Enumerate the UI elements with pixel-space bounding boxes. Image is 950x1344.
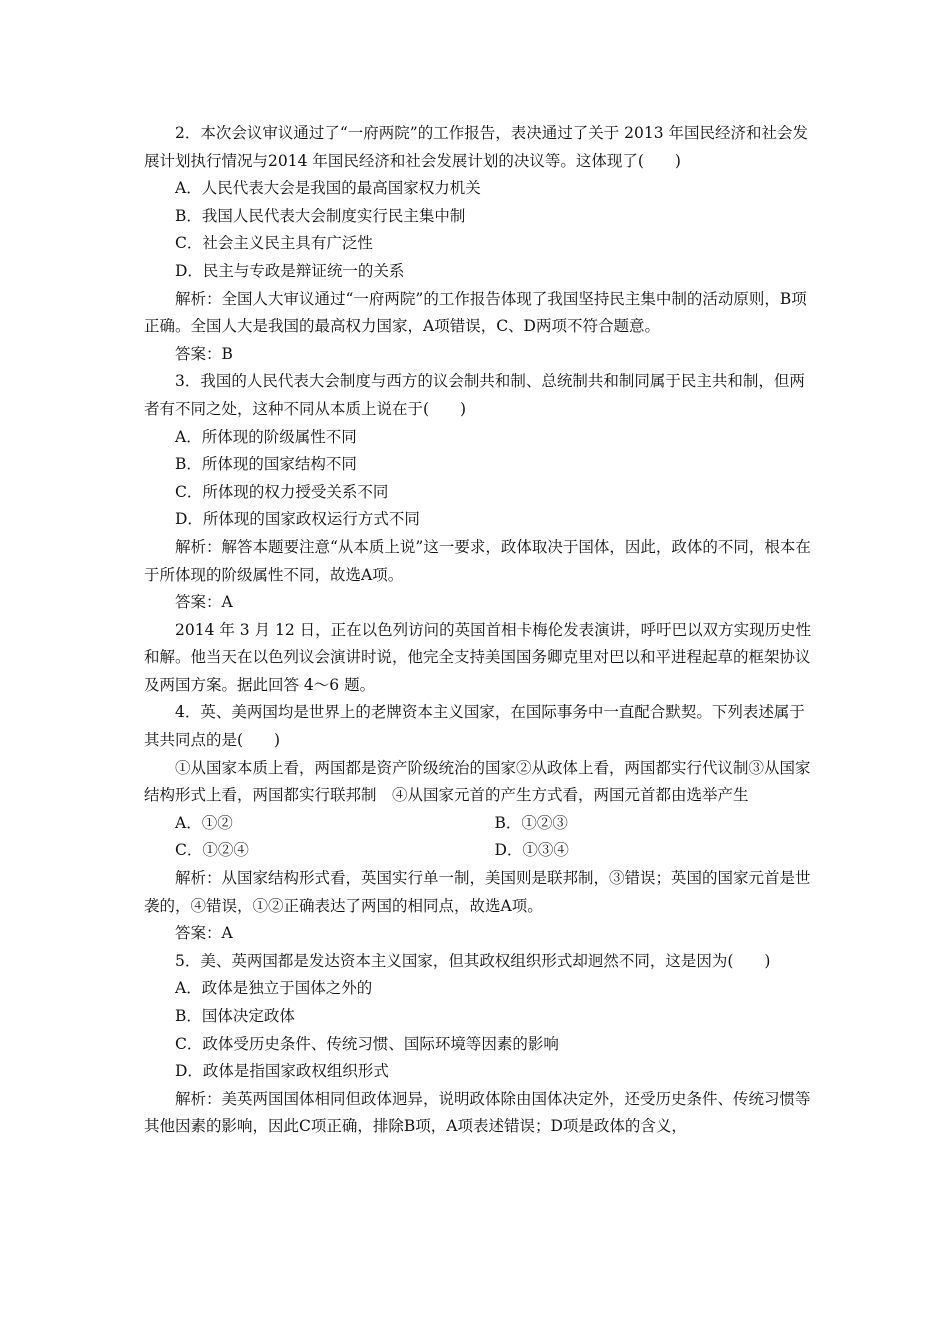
q3-answer: 答案：A — [175, 593, 233, 612]
q4-option-b: B．①②③ — [494, 813, 568, 832]
question-2-stem: 2．本次会议审议通过了“一府两院”的工作报告，表决通过了关于 2013 年国民经济和社会发展计划执行情况与2014 年国民经济和社会发展计划的决议等。这体现了( ) — [144, 124, 809, 170]
q2-analysis: 解析：全国人大审议通过“一府两院”的工作报告体现了我国坚持民主集中制的活动原则，B项正确。全国人大是我国的最高权力国家，A项错误，C、D两项不符合题意。 — [144, 289, 807, 336]
q2-option-d: D．民主与专政是辩证统一的关系 — [175, 261, 405, 280]
q4-option-a: A．①② — [175, 813, 233, 832]
material-paragraph: 2014 年 3 月 12 日，正在以色列访问的英国首相卡梅伦发表演讲，呼吁巴以双方实现历史性和解。他当天在以色列议会演讲时说，他完全支持美国国务卿克里对巴以和平进程起草的框架协议及两国方案。据此回答 4～6 题。 — [144, 620, 812, 694]
q5-option-d: D．政体是指国家政权组织形式 — [175, 1062, 389, 1081]
document-content — [144, 120, 814, 1141]
q2-option-c: C．社会主义民主具有广泛性 — [175, 234, 373, 253]
q4-statements: ①从国家本质上看，两国都是资产阶级统治的国家②从政体上看，两国都实行代议制③从国家结构形式上看，两国都实行联邦制 ④从国家元首的产生方式看，两国元首都由选举产生 — [144, 758, 811, 805]
q5-option-c: C．政体受历史条件、传统习惯、国际环境等因素的影响 — [175, 1034, 559, 1053]
q3-option-d: D．所体现的国家政权运行方式不同 — [175, 510, 420, 529]
q4-options-row-2 — [144, 837, 814, 865]
q3-option-b: B．所体现的国家结构不同 — [175, 455, 357, 474]
q5-option-b: B．国体决定政体 — [175, 1007, 295, 1025]
q5-option-a: A．政体是独立于国体之外的 — [175, 979, 373, 998]
question-3-stem: 3．我国的人民代表大会制度与西方的议会制共和制、总统制共和制同属于民主共和制，但两者有不同之处，这种不同从本质上说在于( ) — [144, 372, 805, 418]
question-5-stem: 5．美、英两国都是发达资本主义国家，但其政权组织形式却迥然不同，这是因为( ) — [175, 951, 771, 970]
q3-analysis: 解析：解答本题要注意“从本质上说”这一要求，政体取决于国体，因此，政体的不同，根本在于所体现的阶级属性不同，故选A项。 — [144, 537, 811, 584]
q2-option-a: A．人民代表大会是我国的最高国家权力机关 — [175, 179, 481, 198]
q2-option-b: B．我国人民代表大会制度实行民主集中制 — [175, 206, 466, 225]
q3-option-a: A．所体现的阶级属性不同 — [175, 427, 357, 446]
q3-option-c: C．所体现的权力授受关系不同 — [175, 482, 389, 501]
question-4-stem: 4．英、美两国均是世界上的老牌资本主义国家，在国际事务中一直配合默契。下列表述属于其共同点的是( ) — [144, 703, 805, 750]
q2-answer: 答案：B — [175, 344, 233, 363]
q5-analysis: 解析：美英两国国体相同但政体迥异，说明政体除由国体决定外，还受历史条件、传统习惯等其他因素的影响，因此C项正确，排除B项，A项表述错误；D项是政体的含义， — [144, 1089, 811, 1136]
q4-option-d: D．①③④ — [494, 841, 569, 860]
q4-option-c: C．①②④ — [175, 841, 249, 860]
q4-options-row-1 — [144, 810, 814, 838]
q4-answer: 答案：A — [175, 924, 233, 943]
q4-analysis: 解析：从国家结构形式看，英国实行单一制，美国则是联邦制，③错误；英国的国家元首是世袭的，④错误，①②正确表达了两国的相同点，故选A项。 — [144, 869, 811, 915]
